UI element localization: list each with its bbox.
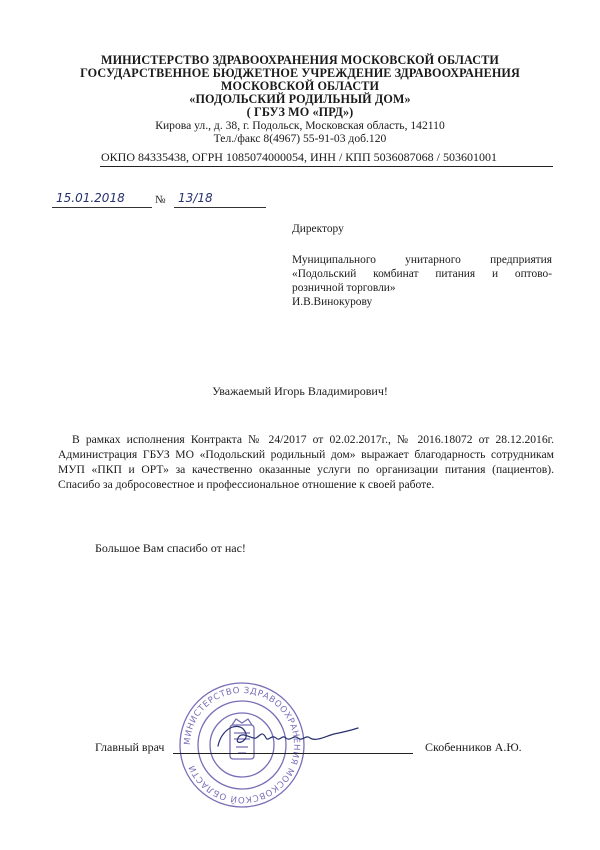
body-line-1: В рамках исполнения Контракта № 24/2017 от 02.02.2017г., № 2016.18072 от 28.12.2016г. [72, 433, 554, 446]
signature-row [95, 740, 555, 760]
signatory-name: Скобенников А.Ю. [425, 740, 522, 754]
body-line-2: Администрация ГБУЗ МО «Подольский родильный дом» выражает благодарность сотрудникам [58, 448, 554, 461]
addressee-block [292, 222, 552, 309]
stamp-ring-text: МИНИСТЕРСТВО ЗДРАВООХРАНЕНИЯ МОСКОВСКОЙ ОБЛАСТИ [182, 685, 302, 805]
signatory-role: Главный врач [95, 740, 165, 754]
addressee-person: И.В.Винокурову [292, 296, 373, 308]
body-line-3: МУП «ПКП и ОРТ» за качественно оказанные услуги по организации питания (пациентов). [58, 463, 554, 476]
registration-date: 15.01.2018 [52, 191, 152, 208]
greeting: Уважаемый Игорь Владимирович! [212, 384, 388, 398]
letterhead-abbrev: ( ГБУЗ МО «ПРД») [246, 105, 354, 119]
letterhead-ministry: МИНИСТЕРСТВО ЗДРАВООХРАНЕНИЯ МОСКОВСКОЙ ОБЛАСТИ [100, 53, 499, 67]
letterhead-institution: ГОСУДАРСТВЕННОЕ БЮДЖЕТНОЕ УЧРЕЖДЕНИЕ ЗДРАВООХРАНЕНИЯ [80, 66, 520, 80]
letterhead-region: МОСКОВСКОЙ ОБЛАСТИ [220, 79, 380, 93]
letterhead-name: «ПОДОЛЬСКИЙ РОДИЛЬНЫЙ ДОМ» [189, 92, 411, 106]
signature-line [173, 753, 413, 754]
letterhead-phone: Тел./факс 8(4967) 55-91-03 доб.120 [213, 132, 387, 145]
addressee-org-line-1: Муниципального унитарного предприятия [292, 254, 552, 266]
letterhead-codes: ОКПО 84335438, ОГРН 1085074000054, ИНН / КПП 5036087068 / 503601001 [101, 150, 497, 164]
body-line-4: Спасибо за добросовестное и профессиональное отношение к своей работе. [58, 478, 435, 491]
addressee-org-line-3: розничной торговли» [292, 282, 396, 294]
closing-thanks: Большое Вам спасибо от нас! [95, 541, 246, 555]
registration-number-label: № [155, 194, 166, 206]
addressee-title: Директору [292, 223, 344, 235]
addressee-org-line-2: «Подольский комбинат питания и оптово- [292, 268, 552, 280]
letterhead-address: Кирова ул., д. 38, г. Подольск, Московская область, 142110 [155, 119, 445, 132]
letterhead-divider [100, 166, 553, 167]
registration-row [52, 192, 272, 210]
letterhead [0, 53, 600, 164]
letter-body [58, 432, 554, 492]
registration-number: 13/18 [174, 191, 266, 208]
